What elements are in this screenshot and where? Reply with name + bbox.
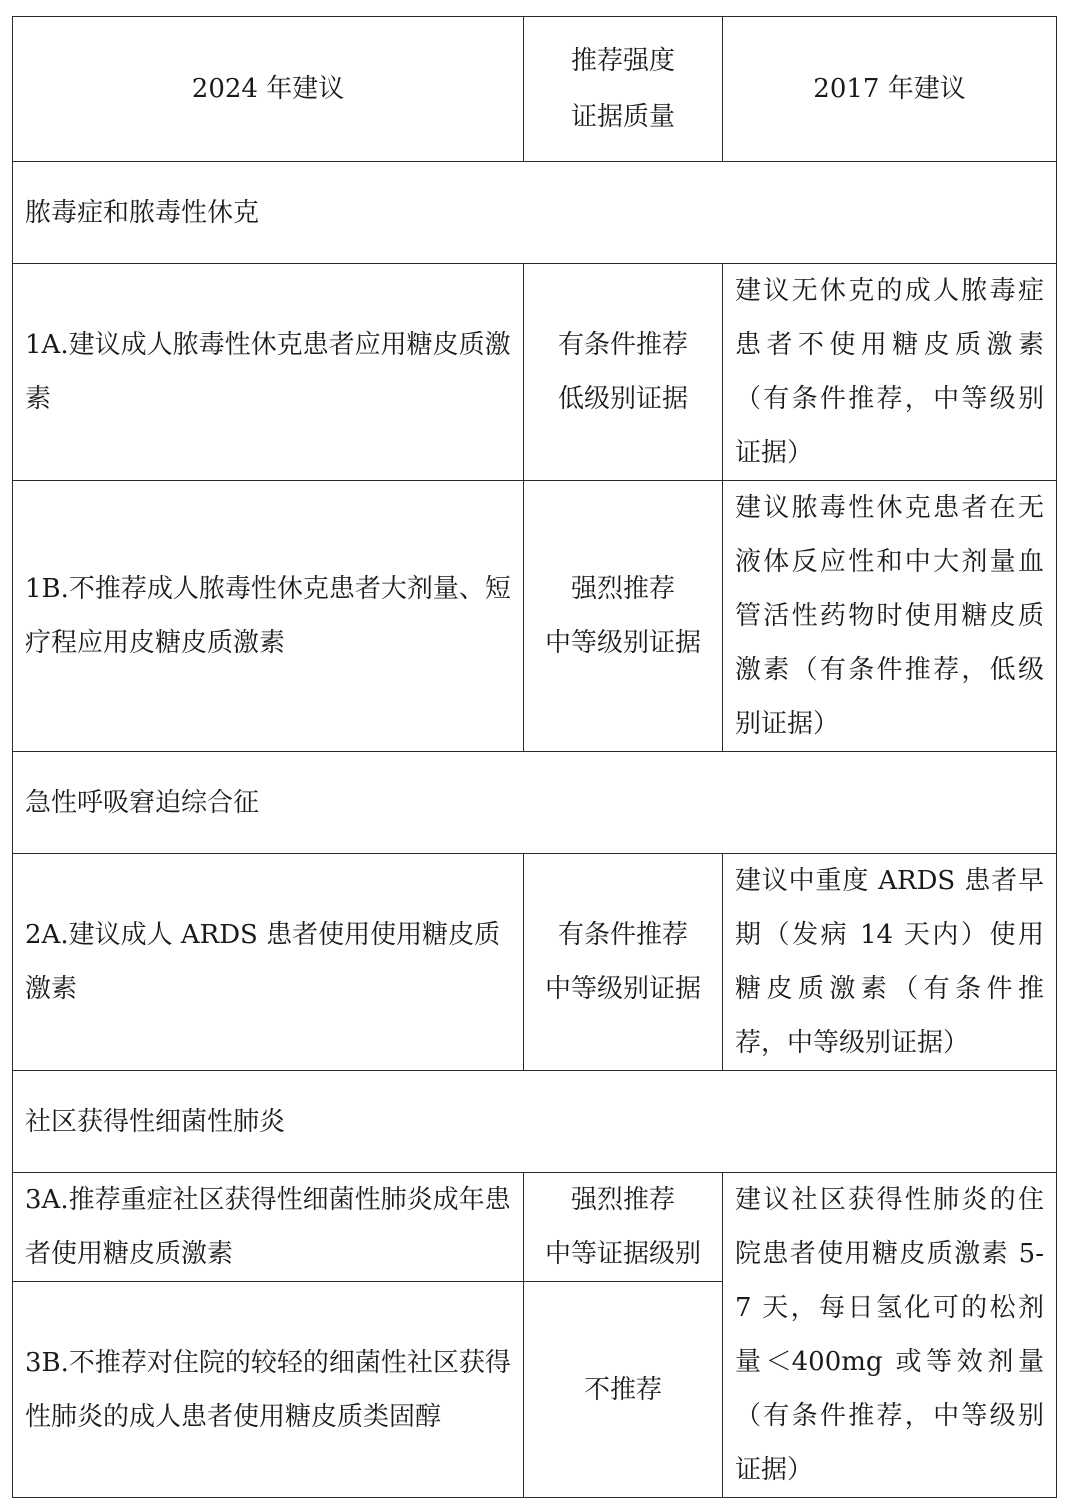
recommendation-2017: 建议中重度 ARDS 患者早期（发病 14 天内）使用糖皮质激素（有条件推荐，中等级别证据） bbox=[723, 854, 1057, 1071]
recommendation-2024: 1A.建议成人脓毒性休克患者应用糖皮质激素 bbox=[13, 264, 524, 481]
section-title: 社区获得性细菌性肺炎 bbox=[13, 1071, 1057, 1173]
recommendation-2017: 建议无休克的成人脓毒症患者不使用糖皮质激素（有条件推荐，中等级别证据） bbox=[723, 264, 1057, 481]
section-title: 急性呼吸窘迫综合征 bbox=[13, 752, 1057, 854]
grade-evidence: 中等级别证据 bbox=[544, 974, 701, 1004]
grade-strength: 不推荐 bbox=[583, 1374, 662, 1405]
grade-evidence: 中等证据级别 bbox=[544, 1239, 701, 1270]
table-row bbox=[13, 481, 1057, 752]
table-header-row bbox=[13, 17, 1057, 162]
recommendation-table bbox=[12, 16, 1057, 1498]
header-grade-strength: 推荐强度 bbox=[570, 46, 675, 76]
header-grade-evidence: 证据质量 bbox=[570, 102, 675, 132]
grade-cell bbox=[524, 854, 723, 1071]
grade-strength: 强烈推荐 bbox=[570, 574, 675, 604]
section-row-pneumonia bbox=[13, 1071, 1057, 1173]
grade-strength: 有条件推荐 bbox=[557, 330, 688, 360]
section-row-sepsis bbox=[13, 162, 1057, 264]
grade-cell bbox=[524, 264, 723, 481]
grade-strength: 强烈推荐 bbox=[570, 1185, 675, 1216]
grade-cell bbox=[524, 1173, 723, 1282]
grade-cell bbox=[524, 481, 723, 752]
recommendation-2024: 3A.推荐重症社区获得性细菌性肺炎成年患者使用糖皮质激素 bbox=[13, 1173, 524, 1282]
table-row bbox=[13, 264, 1057, 481]
table-row bbox=[13, 854, 1057, 1071]
grade-cell bbox=[524, 1282, 723, 1498]
recommendation-2017: 建议社区获得性肺炎的住院患者使用糖皮质激素 5-7 天，每日氢化可的松剂量＜400mg 或等效剂量（有条件推荐，中等级别证据） bbox=[723, 1173, 1057, 1498]
grade-strength: 有条件推荐 bbox=[557, 920, 688, 950]
recommendation-2024: 1B.不推荐成人脓毒性休克患者大剂量、短疗程应用皮糖皮质激素 bbox=[13, 481, 524, 752]
grade-evidence: 中等级别证据 bbox=[544, 628, 701, 658]
section-row-ards bbox=[13, 752, 1057, 854]
header-2017: 2017 年建议 bbox=[723, 17, 1057, 162]
recommendation-2024: 3B.不推荐对住院的较轻的细菌性社区获得性肺炎的成人患者使用糖皮质类固醇 bbox=[13, 1282, 524, 1498]
recommendation-2017: 建议脓毒性休克患者在无液体反应性和中大剂量血管活性药物时使用糖皮质激素（有条件推荐，低级别证据） bbox=[723, 481, 1057, 752]
recommendation-2024: 2A.建议成人 ARDS 患者使用使用糖皮质激素 bbox=[13, 854, 524, 1071]
header-2024: 2024 年建议 bbox=[13, 17, 524, 162]
section-title: 脓毒症和脓毒性休克 bbox=[13, 162, 1057, 264]
header-grade bbox=[524, 17, 723, 162]
table-row bbox=[13, 1173, 1057, 1282]
grade-evidence: 低级别证据 bbox=[557, 384, 688, 414]
